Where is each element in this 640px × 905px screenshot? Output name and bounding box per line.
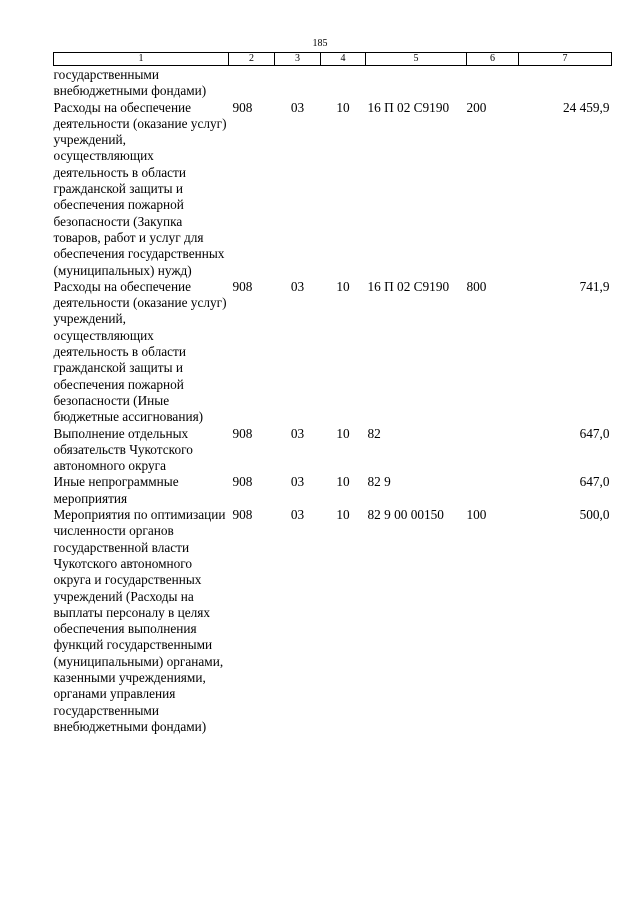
row-target-article [366,66,467,100]
column-header-3: 3 [275,53,321,66]
row-ministry-code: 908 [232,507,253,523]
row-name: государственными внебюджетными фондами) [53,67,207,99]
row-amount: 647,0 [579,474,610,490]
row-section-code: 03 [290,425,305,441]
row-expense-type: 100 [466,507,487,523]
row-subsection-code: 10 [336,99,350,115]
row-section-code: 03 [290,278,305,294]
row-name: Расходы на обеспечение деятельности (оказание услуг) учреждений, осуществляющих деятельность в области гражданской защиты и обеспечения пожарной безопасности (Закупка товаров, работ и услуг для обеспечения государственных (муниципальных) нужд) [53,99,227,278]
row-amount: 24 459,9 [562,99,610,115]
row-expense-type: 200 [466,99,487,115]
row-subsection-code: 10 [336,474,350,490]
row-ministry-code: 908 [232,278,253,294]
row-target-article: 16 П 02 С9190 [367,278,450,294]
row-amount: 647,0 [579,425,610,441]
row-ministry-code: 908 [232,474,253,490]
row-subsection-code: 10 [336,507,350,523]
column-header-6: 6 [467,53,519,66]
table-row [54,66,612,100]
row-name: Расходы на обеспечение деятельности (оказание услуг) учреждений, осуществляющих деятельность в области гражданской защиты и обеспечения пожарной безопасности (Иные бюджетные ассигнования) [53,278,227,425]
column-header-4: 4 [321,53,366,66]
table-row [54,279,612,426]
row-subsection-code: 10 [336,425,350,441]
row-amount: 741,9 [579,278,610,294]
row-ministry-code: 908 [232,425,253,441]
column-header-2: 2 [229,53,275,66]
page-number: 185 [312,38,328,49]
row-name: Выполнение отдельных обязательств Чукотского автономного округа [53,425,193,474]
table-row [54,507,612,735]
row-name: Мероприятия по оптимизации численности органов государственной власти Чукотского автономного округа и государственных учреждений (Расходы на выплаты персоналу в целях обеспечения выполнения функций государственными (муниципальными) органами, казенными учреждениями, органами управления государственными внебюджетными фондами) [53,507,226,734]
table-header [54,53,612,66]
row-section-code: 03 [290,474,305,490]
row-section-code: 03 [290,99,305,115]
row-expense-type: 800 [466,278,487,294]
row-target-article: 82 9 00 00150 [367,507,444,523]
table-row [54,474,612,507]
row-section-code [275,66,321,100]
row-target-article: 82 [367,425,381,441]
budget-table [53,52,612,735]
column-header-1: 1 [54,53,229,66]
column-header-7: 7 [519,53,612,66]
row-expense-type [467,474,519,507]
row-amount: 500,0 [579,507,610,523]
row-expense-type [467,66,519,100]
row-ministry-code: 908 [232,99,253,115]
table-row [54,100,612,279]
row-section-code: 03 [290,507,305,523]
header-row [54,53,612,66]
column-header-5: 5 [366,53,467,66]
row-subsection-code: 10 [336,278,350,294]
row-target-article: 16 П 02 С9190 [367,99,450,115]
table-body [54,66,612,736]
row-subsection-code [321,66,366,100]
row-ministry-code [229,66,275,100]
row-expense-type [467,426,519,475]
row-amount [519,66,612,100]
row-target-article: 82 9 [367,474,391,490]
table-row [54,426,612,475]
row-name: Иные непрограммные мероприятия [53,474,179,506]
